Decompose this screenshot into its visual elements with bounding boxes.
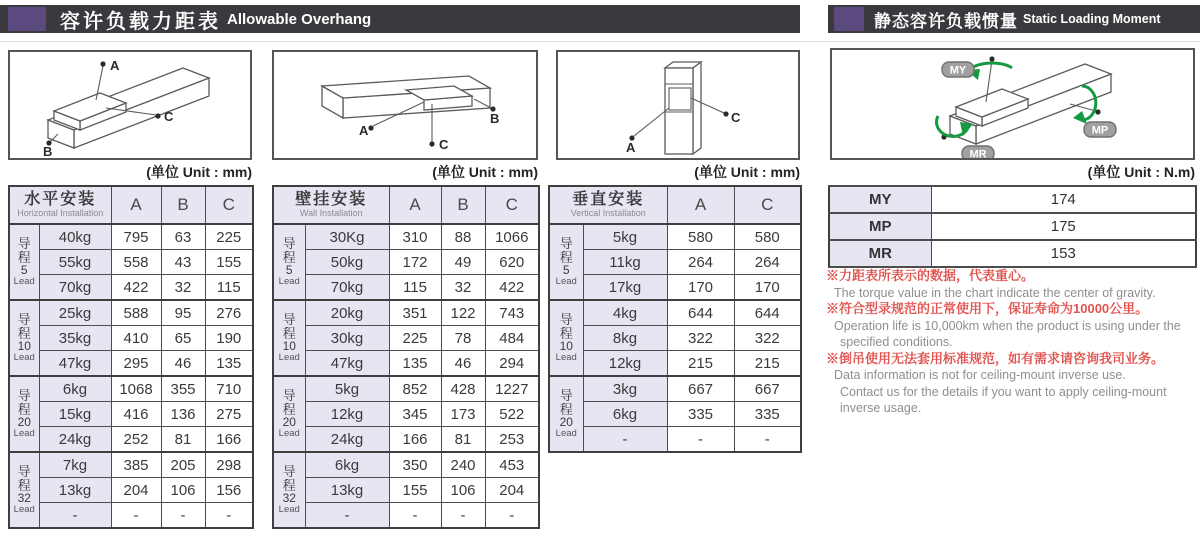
weight-cell: 6kg (583, 402, 667, 427)
value-cell: 81 (441, 427, 485, 453)
value-cell: 135 (205, 351, 253, 377)
value-cell: 588 (111, 300, 161, 326)
weight-cell: 47kg (39, 351, 111, 377)
note-line: Contact us for the details if you want to apply ceiling-mount (840, 384, 1167, 399)
table-title-cell (549, 186, 667, 224)
moment-value-mr: 153 (931, 240, 1196, 267)
value-cell: 166 (389, 427, 441, 453)
table-row (273, 503, 539, 529)
lead-group-cell: 导 程 20 Lead (273, 376, 305, 452)
value-cell: 264 (734, 250, 801, 275)
value-cell: 416 (111, 402, 161, 427)
value-cell: 190 (205, 326, 253, 351)
value-cell: 644 (667, 300, 734, 326)
value-cell: 275 (205, 402, 253, 427)
static-loading-moment-titlebar (828, 5, 1200, 33)
weight-cell: 6kg (305, 452, 389, 478)
value-cell: 166 (205, 427, 253, 453)
point-label-a: A (626, 140, 636, 155)
value-cell: 173 (441, 402, 485, 427)
value-cell: 1068 (111, 376, 161, 402)
moment-label-mr: MR (829, 240, 931, 267)
value-cell: 95 (161, 300, 205, 326)
table-header-row (273, 186, 539, 224)
column-header-b: B (161, 186, 205, 224)
value-cell: 276 (205, 300, 253, 326)
weight-cell: 25kg (39, 300, 111, 326)
value-cell: 43 (161, 250, 205, 275)
value-cell: 253 (485, 427, 539, 453)
value-cell: 1227 (485, 376, 539, 402)
table-row (829, 186, 1196, 213)
lead-group-cell: 导 程 32 Lead (273, 452, 305, 528)
table-row (9, 478, 253, 503)
moment-value-my: 174 (931, 186, 1196, 213)
value-cell: 155 (389, 478, 441, 503)
lead-group-cell: 导 程 5 Lead (549, 224, 583, 300)
value-cell: 170 (734, 275, 801, 301)
column-header-c: C (485, 186, 539, 224)
value-cell: 63 (161, 224, 205, 250)
table-row (273, 224, 539, 250)
value-cell: 204 (111, 478, 161, 503)
weight-cell: 24kg (39, 427, 111, 453)
weight-cell: 5kg (305, 376, 389, 402)
weight-cell: 40kg (39, 224, 111, 250)
value-cell: 81 (161, 427, 205, 453)
allowable-overhang-titlebar (0, 5, 800, 33)
note-line: ※倒吊使用无法套用标准规范，如有需求请咨询我司业务。 (826, 350, 1165, 366)
value-cell: 88 (441, 224, 485, 250)
table-header-row (9, 186, 253, 224)
moment-label-my: MY (829, 186, 931, 213)
value-cell: 852 (389, 376, 441, 402)
table-row (273, 402, 539, 427)
weight-cell: 11kg (583, 250, 667, 275)
my-badge: MY (949, 64, 967, 77)
lead-group-cell: 导 程 32 Lead (9, 452, 39, 528)
value-cell: 667 (667, 376, 734, 402)
value-cell: 170 (667, 275, 734, 301)
value-cell: 78 (441, 326, 485, 351)
table-row (9, 402, 253, 427)
section-title-en: Allowable Overhang (227, 10, 372, 28)
value-cell: 335 (667, 402, 734, 427)
weight-cell: 35kg (39, 326, 111, 351)
value-cell: 252 (111, 427, 161, 453)
value-cell: 350 (389, 452, 441, 478)
moment-label-mp: MP (829, 213, 931, 240)
lead-group-cell: 导 程 10 Lead (9, 300, 39, 376)
table-row (273, 326, 539, 351)
value-cell: 49 (441, 250, 485, 275)
weight-cell: 3kg (583, 376, 667, 402)
weight-cell: 15kg (39, 402, 111, 427)
point-label-c: C (164, 109, 174, 124)
value-cell: 428 (441, 376, 485, 402)
value-cell: 156 (205, 478, 253, 503)
value-cell: 322 (734, 326, 801, 351)
weight-cell: - (583, 427, 667, 453)
column-header-a: A (389, 186, 441, 224)
weight-cell: 50kg (305, 250, 389, 275)
table-row (549, 376, 801, 402)
value-cell: 155 (205, 250, 253, 275)
point-label-b: B (43, 144, 53, 158)
title-accent-square (8, 7, 46, 31)
weight-cell: 8kg (583, 326, 667, 351)
wall-installation-diagram (272, 50, 538, 160)
value-cell: - (441, 503, 485, 529)
weight-cell: 12kg (305, 402, 389, 427)
value-cell: 135 (389, 351, 441, 377)
table-row (9, 376, 253, 402)
weight-cell: 5kg (583, 224, 667, 250)
value-cell: 335 (734, 402, 801, 427)
table-row (9, 503, 253, 529)
wall-diagram-drawing (274, 52, 536, 158)
table-title-cn: 壁挂安装 (295, 191, 368, 209)
table-row (549, 300, 801, 326)
column-header-c: C (205, 186, 253, 224)
table-row (549, 351, 801, 377)
value-cell: 795 (111, 224, 161, 250)
value-cell: - (485, 503, 539, 529)
table-row (273, 351, 539, 377)
value-cell: 172 (389, 250, 441, 275)
table-title-cn: 垂直安装 (572, 191, 645, 209)
table-header-row (549, 186, 801, 224)
value-cell: 264 (667, 250, 734, 275)
weight-cell: 6kg (39, 376, 111, 402)
point-label-c: C (731, 110, 741, 125)
value-cell: - (205, 503, 253, 529)
value-cell: 115 (389, 275, 441, 301)
table-row (9, 275, 253, 301)
value-cell: 1066 (485, 224, 539, 250)
value-cell: 46 (441, 351, 485, 377)
point-label-b: B (490, 111, 500, 126)
weight-cell: 30Kg (305, 224, 389, 250)
lead-group-cell: 导 程 20 Lead (9, 376, 39, 452)
value-cell: 205 (161, 452, 205, 478)
table-row (9, 250, 253, 275)
moment-directions-diagram (830, 48, 1195, 160)
value-cell: 46 (161, 351, 205, 377)
note-line: specified conditions. (840, 335, 953, 349)
value-cell: 351 (389, 300, 441, 326)
weight-cell: 13kg (39, 478, 111, 503)
value-cell: 667 (734, 376, 801, 402)
table-row (9, 351, 253, 377)
horizontal-installation-diagram (8, 50, 252, 160)
point-label-a: A (359, 123, 369, 138)
value-cell: 355 (161, 376, 205, 402)
value-cell: 215 (734, 351, 801, 377)
column-header-b: B (441, 186, 485, 224)
table-row (273, 300, 539, 326)
weight-cell: - (305, 503, 389, 529)
static-loading-moment-table (828, 185, 1197, 268)
value-cell: 310 (389, 224, 441, 250)
value-cell: 32 (441, 275, 485, 301)
value-cell: 422 (485, 275, 539, 301)
divider (0, 41, 1200, 42)
weight-cell: 30kg (305, 326, 389, 351)
lead-group-cell: 导 程 10 Lead (549, 300, 583, 376)
weight-cell: 12kg (583, 351, 667, 377)
note-line: Data information is not for ceiling-mount inverse use. (834, 368, 1126, 382)
weight-cell: 20kg (305, 300, 389, 326)
value-cell: - (389, 503, 441, 529)
table-title-en: Vertical Installation (570, 207, 646, 218)
table-row (9, 427, 253, 453)
weight-cell: - (39, 503, 111, 529)
weight-cell: 47kg (305, 351, 389, 377)
lead-group-cell: 导 程 5 Lead (9, 224, 39, 300)
lead-group-cell: 导 程 20 Lead (549, 376, 583, 452)
table-title-cell (273, 186, 389, 224)
value-cell: - (734, 427, 801, 453)
weight-cell: 55kg (39, 250, 111, 275)
title-accent-square (834, 7, 864, 31)
table-row (549, 326, 801, 351)
value-cell: 115 (205, 275, 253, 301)
value-cell: 225 (389, 326, 441, 351)
vertical-installation-diagram (556, 50, 800, 160)
note-line: ※力距表所表示的数据，代表重心。 (826, 268, 1035, 283)
weight-cell: 7kg (39, 452, 111, 478)
table-title-cell (9, 186, 111, 224)
value-cell: 422 (111, 275, 161, 301)
horizontal-installation-table (8, 185, 254, 529)
value-cell: 710 (205, 376, 253, 402)
horizontal-diagram-drawing (10, 52, 250, 158)
vertical-installation-table (548, 185, 802, 453)
value-cell: 294 (485, 351, 539, 377)
table-row (9, 326, 253, 351)
table-row (549, 427, 801, 453)
column-header-a: A (667, 186, 734, 224)
value-cell: 644 (734, 300, 801, 326)
value-cell: 743 (485, 300, 539, 326)
table-row (829, 213, 1196, 240)
section-title-cn: 静态容许负载惯量 (874, 11, 1018, 31)
value-cell: 65 (161, 326, 205, 351)
value-cell: 225 (205, 224, 253, 250)
weight-cell: 17kg (583, 275, 667, 301)
column-header-c: C (734, 186, 801, 224)
table-row (549, 402, 801, 427)
table-row (273, 427, 539, 453)
weight-cell: 13kg (305, 478, 389, 503)
value-cell: 345 (389, 402, 441, 427)
unit-label-mm: (单位 Unit : mm) (146, 164, 252, 180)
weight-cell: 70kg (305, 275, 389, 301)
value-cell: 215 (667, 351, 734, 377)
unit-label-mm: (单位 Unit : mm) (432, 164, 538, 180)
value-cell: 295 (111, 351, 161, 377)
value-cell: 106 (441, 478, 485, 503)
table-row (273, 452, 539, 478)
table-title-en: Wall Installation (299, 207, 363, 218)
weight-cell: 24kg (305, 427, 389, 453)
value-cell: 522 (485, 402, 539, 427)
value-cell: 122 (441, 300, 485, 326)
mp-badge: MP (1091, 124, 1109, 137)
table-title-en: Horizontal Installation (17, 207, 104, 218)
table-title-cn: 水平安装 (24, 191, 97, 209)
value-cell: 453 (485, 452, 539, 478)
table-row (549, 275, 801, 301)
unit-label-nm: (单位 Unit : N.m) (1087, 164, 1195, 180)
value-cell: 106 (161, 478, 205, 503)
note-line: ※符合型录规范的正常使用下，保证寿命为10000公里。 (826, 301, 1149, 316)
value-cell: 204 (485, 478, 539, 503)
value-cell: 240 (441, 452, 485, 478)
note-line: The torque value in the chart indicate the center of gravity. (834, 285, 1156, 300)
point-label-a: A (110, 58, 120, 73)
value-cell: 580 (734, 224, 801, 250)
moment-value-mp: 175 (931, 213, 1196, 240)
table-row (549, 250, 801, 275)
section-title-en: Static Loading Moment (1023, 12, 1161, 26)
table-row (273, 275, 539, 301)
value-cell: 484 (485, 326, 539, 351)
value-cell: 136 (161, 402, 205, 427)
footnotes-block (826, 268, 1200, 438)
value-cell: 298 (205, 452, 253, 478)
table-row (9, 300, 253, 326)
table-row (9, 452, 253, 478)
table-row (273, 376, 539, 402)
value-cell: 410 (111, 326, 161, 351)
note-line: Operation life is 10,000km when the product is using under the (834, 318, 1181, 333)
note-line: inverse usage. (840, 401, 922, 415)
table-row (829, 240, 1196, 267)
table-row (273, 250, 539, 275)
mr-badge: MR (969, 148, 987, 158)
table-row (549, 224, 801, 250)
moment-diagram-drawing (832, 50, 1193, 158)
value-cell: 32 (161, 275, 205, 301)
wall-installation-table (272, 185, 540, 529)
value-cell: 385 (111, 452, 161, 478)
weight-cell: 4kg (583, 300, 667, 326)
lead-group-cell: 导 程 5 Lead (273, 224, 305, 300)
column-header-a: A (111, 186, 161, 224)
value-cell: - (161, 503, 205, 529)
value-cell: 322 (667, 326, 734, 351)
vertical-diagram-drawing (558, 52, 798, 158)
lead-group-cell: 导 程 10 Lead (273, 300, 305, 376)
table-row (273, 478, 539, 503)
table-row (9, 224, 253, 250)
value-cell: 620 (485, 250, 539, 275)
value-cell: - (667, 427, 734, 453)
value-cell: - (111, 503, 161, 529)
unit-label-mm: (单位 Unit : mm) (694, 164, 800, 180)
value-cell: 580 (667, 224, 734, 250)
section-title-cn: 容许负载力距表 (60, 10, 221, 33)
weight-cell: 70kg (39, 275, 111, 301)
value-cell: 558 (111, 250, 161, 275)
point-label-c: C (439, 137, 449, 152)
